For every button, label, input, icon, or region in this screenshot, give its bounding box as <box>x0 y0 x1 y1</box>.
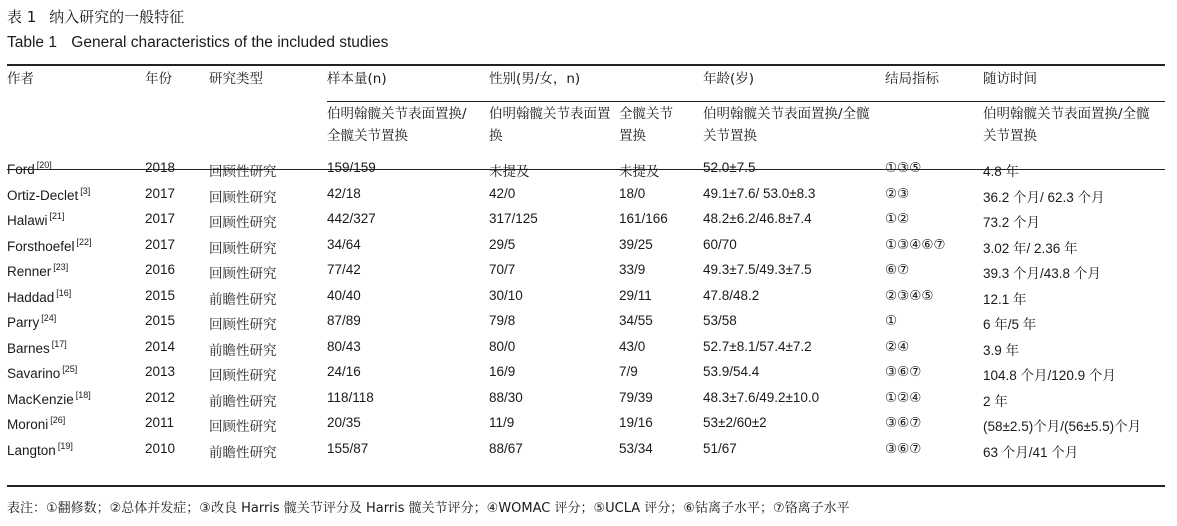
cell-sample-size: 442/327 <box>327 211 376 226</box>
cell-outcome: ①③④⑥⑦ <box>885 236 946 253</box>
cell-outcome: ③⑥⑦ <box>885 440 922 457</box>
cell-sex-tha: 43/0 <box>619 338 646 354</box>
cell-sex-tha: 53/34 <box>619 440 653 456</box>
cell-sample-size: 159/159 <box>327 160 376 175</box>
cell-outcome: ②③ <box>885 185 910 202</box>
cell-sample-size: 80/43 <box>327 338 361 354</box>
cell-age: 53±2/60±2 <box>703 415 767 430</box>
cell-author <box>7 390 145 416</box>
cell-sex-tha: 79/39 <box>619 389 653 405</box>
header-followup: 随访时间 <box>983 71 1038 87</box>
cell-study-type: 回顾性研究 <box>209 419 277 435</box>
cell-outcome: ②④ <box>885 338 910 355</box>
author-name: Ortiz-Declet <box>7 187 79 203</box>
reference-number: [16] <box>56 287 72 298</box>
cell-year: 2017 <box>145 185 176 201</box>
cell-followup: 3.9 年 <box>983 342 1020 358</box>
header-study-type: 研究类型 <box>209 71 263 87</box>
cell-outcome: ①② <box>885 211 910 227</box>
cell-followup: 39.3 个月/43.8 个月 <box>983 266 1101 281</box>
author-name: Forsthoefel <box>7 238 75 254</box>
cell-sex-bhr: 29/5 <box>489 236 516 252</box>
cell-outcome: ②③④⑤ <box>885 287 934 304</box>
header-sex: 性别(男/女，n) <box>489 71 581 87</box>
cell-sex-bhr: 88/30 <box>489 389 523 405</box>
author-name: Moroni <box>7 417 49 432</box>
cell-followup: 63 个月/41 个月 <box>983 444 1079 460</box>
author-name: Savarino <box>7 366 61 381</box>
cell-year: 2016 <box>145 262 176 277</box>
table-row <box>7 186 1165 212</box>
table-footnote: 表注：①翻修数；②总体并发症；③改良 Harris 髋关节评分及 Harris 髋关节评分；④WOMAC 评分；⑤UCLA 评分；⑥钴离子水平；⑦铬离子水平 <box>7 501 850 516</box>
cell-year: 2013 <box>145 364 176 379</box>
cell-sex-bhr: 317/125 <box>489 211 538 226</box>
table-row <box>7 339 1165 365</box>
bottom-rule <box>7 485 1165 487</box>
cell-sample-size: 42/18 <box>327 185 361 201</box>
cell-sex-bhr: 88/67 <box>489 440 523 456</box>
cell-author <box>7 415 145 441</box>
cell-study-type: 前瞻性研究 <box>209 342 277 359</box>
cell-sex-bhr: 42/0 <box>489 185 516 201</box>
cell-sample-size: 40/40 <box>327 287 361 303</box>
cell-followup: 12.1 年 <box>983 291 1027 307</box>
cell-outcome: ⑥⑦ <box>885 262 910 278</box>
cell-author <box>7 262 145 288</box>
reference-number: [20] <box>36 160 52 170</box>
cell-sex-bhr: 16/9 <box>489 364 516 379</box>
cell-year: 2017 <box>145 211 176 226</box>
reference-number: [3] <box>80 185 91 196</box>
cell-year: 2014 <box>145 338 176 354</box>
cell-study-type: 前瞻性研究 <box>209 291 277 308</box>
reference-number: [24] <box>41 313 57 323</box>
cell-author <box>7 339 145 365</box>
cell-sex-tha: 39/25 <box>619 236 653 252</box>
cell-sex-bhr: 未提及 <box>489 164 530 179</box>
reference-number: [22] <box>76 236 92 247</box>
table-row <box>7 415 1165 441</box>
cell-author <box>7 441 145 467</box>
header-author: 作者 <box>7 71 34 87</box>
cell-study-type: 前瞻性研究 <box>209 393 277 410</box>
cell-followup: 36.2 个月/ 62.3 个月 <box>983 189 1105 205</box>
characteristics-table <box>7 67 1165 466</box>
cell-sex-tha: 29/11 <box>619 287 652 303</box>
cell-sex-tha: 19/16 <box>619 415 653 430</box>
table-row <box>7 364 1165 390</box>
cell-sex-tha: 7/9 <box>619 364 638 379</box>
table-row <box>7 237 1165 263</box>
table-caption-chinese <box>7 6 184 27</box>
cell-year: 2015 <box>145 287 176 303</box>
caption-en-title: General characteristics of the included studies <box>71 34 389 51</box>
cell-study-type: 前瞻性研究 <box>209 444 277 461</box>
cell-author <box>7 186 145 212</box>
cell-outcome: ①②④ <box>885 389 922 406</box>
cell-sample-size: 24/16 <box>327 364 361 379</box>
author-name: Parry <box>7 315 40 330</box>
cell-author <box>7 364 145 390</box>
cell-study-type: 回顾性研究 <box>209 215 277 231</box>
cell-sample-size: 155/87 <box>327 440 369 456</box>
author-name: Langton <box>7 442 56 458</box>
author-name: Barnes <box>7 340 50 356</box>
cell-followup: 4.8 年 <box>983 164 1020 179</box>
cell-sample-size: 34/64 <box>327 236 361 252</box>
cell-followup: 73.2 个月 <box>983 215 1041 230</box>
cell-age: 60/70 <box>703 236 737 252</box>
cell-sample-size: 118/118 <box>327 389 374 405</box>
cell-age: 49.3±7.5/49.3±7.5 <box>703 262 812 277</box>
table-caption-english <box>7 34 388 52</box>
table-row <box>7 441 1165 467</box>
cell-age: 52.0±7.5 <box>703 160 756 175</box>
header-age: 年龄(岁) <box>703 71 755 87</box>
cell-age: 53/58 <box>703 313 737 328</box>
author-name: Renner <box>7 264 52 279</box>
caption-cn-title: 纳入研究的一般特征 <box>49 8 185 26</box>
cell-sample-size: 87/89 <box>327 313 361 328</box>
subheader-age: 伯明翰髋关节表面置换/全髋关节置换 <box>703 106 870 144</box>
table-row <box>7 211 1165 237</box>
author-name: MacKenzie <box>7 391 74 407</box>
cell-sex-bhr: 11/9 <box>489 415 515 430</box>
cell-study-type: 回顾性研究 <box>209 368 277 384</box>
reference-number: [19] <box>57 440 73 451</box>
table-row <box>7 262 1165 288</box>
cell-age: 48.2±6.2/46.8±7.4 <box>703 211 812 226</box>
subheader-sex-bhr: 伯明翰髋关节表面置换 <box>489 106 611 144</box>
cell-year: 2017 <box>145 236 176 252</box>
cell-sex-tha: 33/9 <box>619 262 646 277</box>
cell-year: 2010 <box>145 440 176 456</box>
cell-sex-bhr: 79/8 <box>489 313 516 328</box>
top-rule <box>7 64 1165 66</box>
table-row <box>7 390 1165 416</box>
caption-en-number: Table 1 <box>7 34 57 51</box>
reference-number: [26] <box>50 415 66 425</box>
author-name: Ford <box>7 162 35 177</box>
cell-author <box>7 313 145 339</box>
cell-study-type: 回顾性研究 <box>209 164 277 180</box>
cell-followup: 2 年 <box>983 393 1008 409</box>
cell-study-type: 回顾性研究 <box>209 189 277 206</box>
reference-number: [17] <box>51 338 67 349</box>
cell-followup: 3.02 年/ 2.36 年 <box>983 240 1078 256</box>
cell-age: 49.1±7.6/ 53.0±8.3 <box>703 185 816 201</box>
cell-age: 48.3±7.6/49.2±10.0 <box>703 389 820 405</box>
cell-study-type: 回顾性研究 <box>209 240 277 257</box>
cell-study-type: 回顾性研究 <box>209 266 277 282</box>
cell-year: 2015 <box>145 313 176 328</box>
table-body <box>7 156 1165 466</box>
cell-age: 51/67 <box>703 440 737 456</box>
table-row <box>7 288 1165 314</box>
cell-author <box>7 211 145 237</box>
cell-age: 52.7±8.1/57.4±7.2 <box>703 338 812 354</box>
author-name: Halawi <box>7 213 48 228</box>
subheader-sex-tha: 全髋关节置换 <box>619 106 673 144</box>
cell-followup: 6 年/5 年 <box>983 317 1037 332</box>
cell-author <box>7 156 145 186</box>
cell-age: 47.8/48.2 <box>703 287 760 303</box>
subheader-followup: 伯明翰髋关节表面置换/全髋关节置换 <box>983 106 1150 144</box>
cell-sex-bhr: 80/0 <box>489 338 516 354</box>
header-year: 年份 <box>145 71 172 87</box>
cell-sex-tha: 18/0 <box>619 185 646 201</box>
reference-number: [25] <box>62 364 78 374</box>
cell-sex-tha: 未提及 <box>619 164 660 179</box>
cell-followup: (58±2.5)个月/(56±5.5)个月 <box>983 419 1142 434</box>
cell-study-type: 回顾性研究 <box>209 317 277 333</box>
cell-year: 2018 <box>145 160 176 175</box>
author-name: Haddad <box>7 289 55 305</box>
cell-followup: 104.8 个月/120.9 个月 <box>983 368 1116 383</box>
cell-age: 53.9/54.4 <box>703 364 760 379</box>
reference-number: [23] <box>53 262 69 272</box>
header-sample-size: 样本量(n) <box>327 71 387 87</box>
cell-sample-size: 77/42 <box>327 262 361 277</box>
cell-author <box>7 288 145 314</box>
cell-sex-tha: 161/166 <box>619 211 668 226</box>
header-outcome: 结局指标 <box>885 71 940 87</box>
reference-number: [18] <box>75 389 91 400</box>
caption-cn-number: 表 1 <box>7 8 37 26</box>
cell-sex-tha: 34/55 <box>619 313 653 328</box>
cell-year: 2012 <box>145 389 176 405</box>
reference-number: [21] <box>49 211 65 221</box>
subheader-sample: 伯明翰髋关节表面置换/全髋关节置换 <box>327 106 467 144</box>
table-row <box>7 313 1165 339</box>
cell-year: 2011 <box>145 415 175 430</box>
cell-outcome: ③⑥⑦ <box>885 364 922 380</box>
cell-outcome: ①③⑤ <box>885 160 922 176</box>
cell-outcome: ③⑥⑦ <box>885 415 922 431</box>
cell-author <box>7 237 145 263</box>
table-row <box>7 156 1165 186</box>
cell-sex-bhr: 30/10 <box>489 287 523 303</box>
cell-sample-size: 20/35 <box>327 415 361 430</box>
cell-outcome: ① <box>885 313 898 329</box>
cell-sex-bhr: 70/7 <box>489 262 516 277</box>
